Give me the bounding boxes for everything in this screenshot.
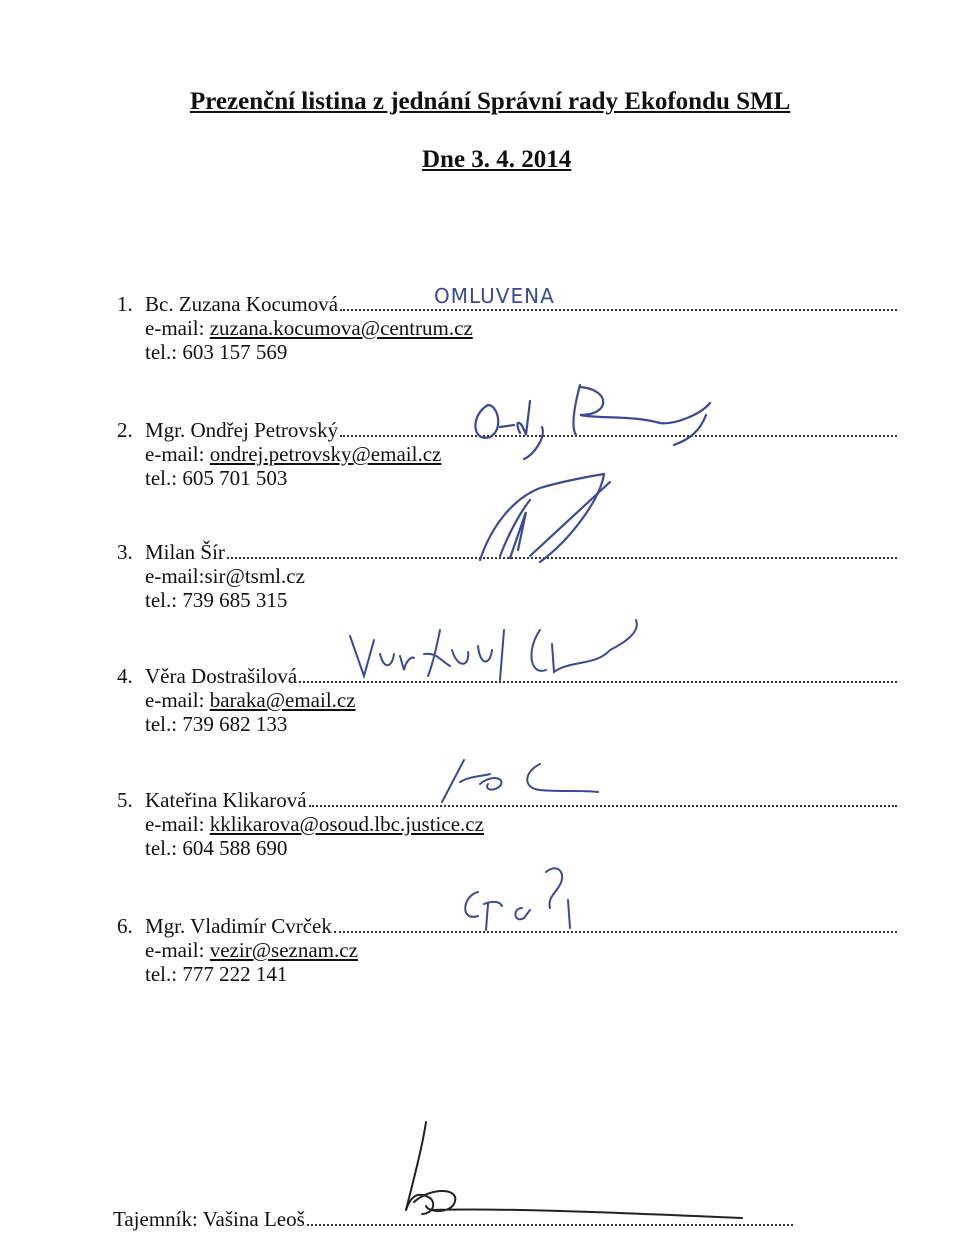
signature-cvrcek xyxy=(448,852,598,932)
signature-vasina xyxy=(382,1118,782,1228)
signature-sir xyxy=(470,470,620,570)
email-label: e-mail: xyxy=(145,442,205,466)
email-link[interactable]: zuzana.kocumova@centrum.cz xyxy=(209,316,473,340)
email-label: e-mail: xyxy=(145,812,205,836)
email-label: e-mail: xyxy=(145,938,205,962)
entry-number: 4. xyxy=(117,664,133,688)
tel-label: tel.: xyxy=(145,836,178,860)
entry-number: 2. xyxy=(117,418,133,442)
entry-number: 6. xyxy=(117,914,133,938)
tel-value: 603 157 569 xyxy=(182,340,288,364)
tel-label: tel.: xyxy=(145,962,178,986)
email-link[interactable]: vezir@seznam.cz xyxy=(209,938,358,962)
meeting-date: Dne 3. 4. 2014 xyxy=(422,146,572,173)
document-title: Prezenční listina z jednání Správní rady Ekofondu SML xyxy=(190,88,791,115)
email-link[interactable]: kklikarova@osoud.lbc.justice.cz xyxy=(209,812,484,836)
tel-value: 605 701 503 xyxy=(182,466,288,490)
signature-dostrasilova xyxy=(340,610,670,690)
tel-label: tel.: xyxy=(145,340,178,364)
email-label: e-mail: xyxy=(145,564,205,588)
signature-line xyxy=(334,916,897,933)
secretary-label: Tajemník: Vašina Leoš xyxy=(113,1207,305,1231)
excused-note: OMLUVENA xyxy=(434,284,555,308)
attendee-name: Mgr. Ondřej Petrovský xyxy=(145,418,339,442)
tel-label: tel.: xyxy=(145,712,178,736)
tel-value: 739 685 315 xyxy=(182,588,288,612)
email-value: sir@tsml.cz xyxy=(204,564,305,588)
email-link[interactable]: baraka@email.cz xyxy=(209,688,356,712)
tel-label: tel.: xyxy=(145,588,178,612)
entry-number: 1. xyxy=(117,292,133,316)
email-label: e-mail: xyxy=(145,316,205,340)
signature-klikarova xyxy=(440,752,610,812)
entry-number: 3. xyxy=(117,540,133,564)
attendee-name: Mgr. Vladimír Cvrček xyxy=(145,914,332,938)
attendee-name: Věra Dostrašilová xyxy=(145,664,298,688)
entry-number: 5. xyxy=(117,788,133,812)
signature-petrovsky xyxy=(460,375,730,465)
email-label: e-mail: xyxy=(145,688,205,712)
attendee-name: Bc. Zuzana Kocumová xyxy=(145,292,339,316)
email-link[interactable]: ondrej.petrovsky@email.cz xyxy=(209,442,442,466)
attendee-name: Kateřina Klikarová xyxy=(145,788,307,812)
tel-label: tel.: xyxy=(145,466,178,490)
tel-value: 739 682 133 xyxy=(182,712,288,736)
attendee-name: Milan Šír xyxy=(145,540,225,564)
signature-line xyxy=(340,294,897,311)
tel-value: 777 222 141 xyxy=(182,962,288,986)
tel-value: 604 588 690 xyxy=(182,836,288,860)
